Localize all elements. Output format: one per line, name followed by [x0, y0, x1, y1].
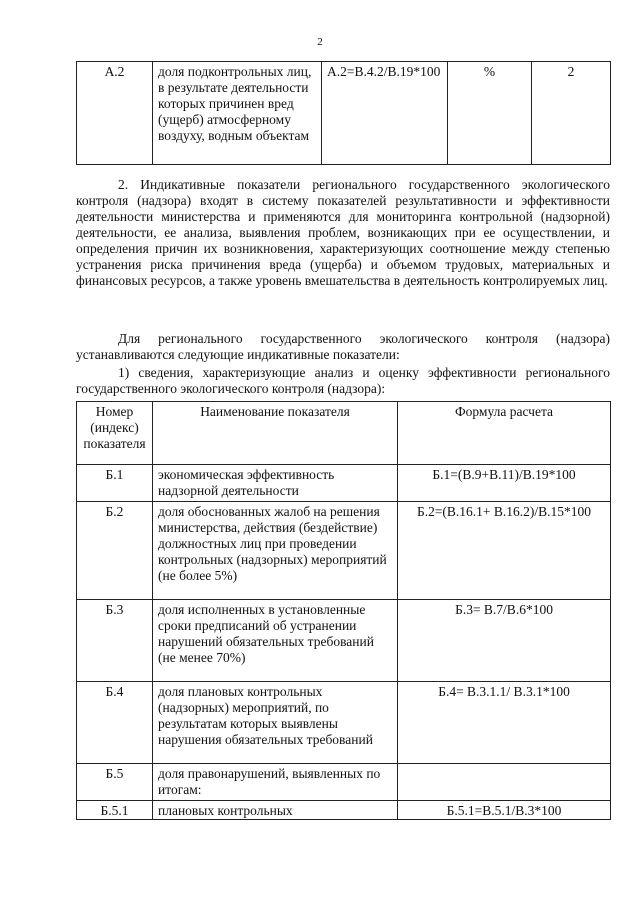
- header-formula: Формула расчета: [398, 402, 611, 465]
- table-row: [77, 465, 611, 502]
- table-row: [77, 600, 611, 682]
- row-formula: Б.4= В.3.1.1/ В.3.1*100: [398, 682, 611, 764]
- row-formula: Б.1=(В.9+В.11)/В.19*100: [398, 465, 611, 502]
- paragraph-indicators-list: Для регионального государственного экологического контроля (надзора) устанавливаются следующие индикативные показатели:: [76, 331, 610, 362]
- indicator-formula: А.2=В.4.2/В.19*100: [322, 62, 448, 165]
- row-index: Б.1: [77, 465, 153, 502]
- paragraph-indicators-intro: 2. Индикативные показатели регионального государственного экологического контроля (надзора) входят в систему показателей результативности и эффективности деятельности министерства и применяются для мониторинга контрольной (надзорной) деятельности, ее анализа, выявления проблем, возникающих при ее осуществлении, и определения причин их возникновения, характеризующих соотношение между степенью устранения риска причинения вреда (ущерба) и объемом трудовых, материальных и финансовых ресурсов, а также уровень вмешательства в деятельность контролируемых лиц.: [76, 177, 610, 288]
- row-formula: Б.5.1=В.5.1/В.3*100: [398, 801, 611, 820]
- row-name: экономическая эффективность надзорной деятельности: [153, 465, 398, 502]
- header-index: Номер (индекс) показателя: [77, 402, 153, 465]
- header-name: Наименование показателя: [153, 402, 398, 465]
- row-index: Б.4: [77, 682, 153, 764]
- row-index: Б.2: [77, 502, 153, 600]
- table-row: [77, 764, 611, 801]
- row-name: доля исполненных в установленные сроки предписаний об устранении нарушений обязательных требований (не менее 70%): [153, 600, 398, 682]
- indicator-index: А.2: [77, 62, 153, 165]
- indicator-table-a: [76, 61, 611, 165]
- table-row: [77, 502, 611, 600]
- table-row: [77, 62, 611, 165]
- table-row: [77, 682, 611, 764]
- row-name: плановых контрольных: [153, 801, 398, 820]
- row-index: Б.5: [77, 764, 153, 801]
- indicator-table-b: [76, 401, 611, 820]
- paragraph-section-1: 1) сведения, характеризующие анализ и оценку эффективности регионального государственного экологического контроля (надзора):: [76, 365, 610, 396]
- table-header-row: [77, 402, 611, 465]
- row-formula: [398, 764, 611, 801]
- table-row: [77, 801, 611, 820]
- row-formula: Б.3= В.7/В.6*100: [398, 600, 611, 682]
- row-index: Б.5.1: [77, 801, 153, 820]
- page-number: 2: [317, 36, 323, 48]
- row-name: доля плановых контрольных (надзорных) мероприятий, по результатам которых выявлены нарушения обязательных требований: [153, 682, 398, 764]
- indicator-value: 2: [532, 62, 611, 165]
- indicator-unit: %: [448, 62, 532, 165]
- row-name: доля обоснованных жалоб на решения министерства, действия (бездействие) должностных лиц при проведении контрольных (надзорных) мероприятий (не более 5%): [153, 502, 398, 600]
- row-formula: Б.2=(В.16.1+ В.16.2)/В.15*100: [398, 502, 611, 600]
- row-name: доля правонарушений, выявленных по итогам:: [153, 764, 398, 801]
- row-index: Б.3: [77, 600, 153, 682]
- indicator-name: доля подконтрольных лиц, в результате деятельности которых причинен вред (ущерб) атмосферному воздуху, водным объектам: [153, 62, 322, 165]
